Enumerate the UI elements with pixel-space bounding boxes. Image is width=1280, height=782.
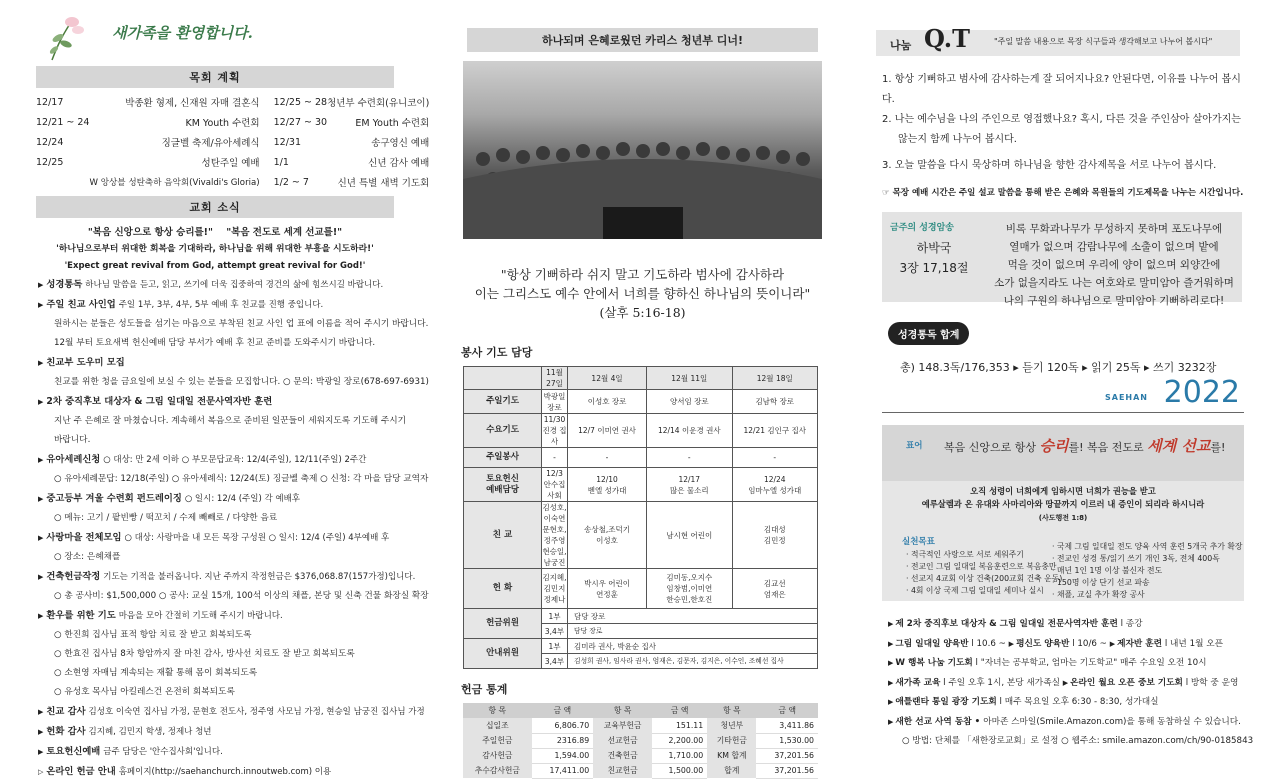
notice-title: 제 2차 중직후보 대상자 & 그림 일대일 전문사역자반 훈련 xyxy=(895,619,1118,629)
news-item-title: 중고등부 겨울 수련회 펀드레이징 xyxy=(46,493,182,504)
news-item-desc: 하나님 말씀을 듣고, 읽고, 쓰기에 더욱 집중하여 경건의 삶에 힘쓰시길 바랍니다. xyxy=(85,280,384,290)
qt-questions xyxy=(882,70,1248,176)
notice-item xyxy=(888,674,1248,694)
offering-amount: 1,710.00 xyxy=(652,748,707,763)
duty-cell: 김미동,오지수 임창범,이미연 한승민,한호진 xyxy=(647,569,732,609)
duty-cell: 김미라 권사, 박윤순 집사 xyxy=(568,639,818,654)
verse-reference: (살후 5:16-18) xyxy=(599,305,686,320)
bullet-triangle-icon: ▶ xyxy=(1062,678,1069,687)
offering-amount: 151.11 xyxy=(652,718,707,733)
offering-header-item: 항 목 xyxy=(707,703,756,718)
bullet-triangle-icon: ▶ xyxy=(888,717,894,726)
slogan-line: "복음 신앙으로 항상 승리를!" "복음 전도로 세계 선교를!" xyxy=(87,227,343,238)
duty-row-label: 헌 화 xyxy=(464,569,542,609)
duty-cell: 12/24 임마누엘 성가대 xyxy=(732,468,818,502)
news-item-title: 친교 감사 xyxy=(46,706,86,717)
duty-row-label: 주일봉사 xyxy=(464,448,542,468)
offering-item: KM 합계 xyxy=(707,748,756,763)
news-item-title: 2차 중직후보 대상자 & 그림 일대일 전문사역자반 훈련 xyxy=(46,396,273,407)
dinner-title: 하나되며 은혜로웠던 카리스 청년부 디너! xyxy=(467,28,818,52)
offering-amount: 1,530.00 xyxy=(756,733,818,748)
duty-row-label: 수요기도 xyxy=(464,414,542,448)
news-detail: ○ 유성호 목사님 아킬레스건 온전히 회복되도록 xyxy=(54,687,235,697)
mission-verse-line: 예루살렘과 온 유대와 사마리아와 땅끝까지 이르러 내 증인이 되리라 하시니라 xyxy=(921,499,1205,509)
memory-book: 하박국 xyxy=(916,241,952,255)
duty-cell: 김교선 엄재은 xyxy=(732,569,818,609)
memory-line: 비록 무화과나무가 무성하지 못하며 포도나무에 xyxy=(1005,223,1223,235)
news-detail: ○ 총 공사비: $1,500,000 ○ 공사: 교실 15개, 100석 이상의 채플, 본당 및 신축 건물 화장실 확장 xyxy=(54,591,429,601)
offering-item: 합계 xyxy=(707,763,756,778)
offering-item: 추수감사헌금 xyxy=(463,763,532,778)
motto-label: 표어 xyxy=(906,441,923,451)
offering-amount: 17,411.00 xyxy=(532,763,594,778)
news-item-desc: 금주 담당은 '안수집사회'입니다. xyxy=(103,747,223,757)
duty-subrow: 1부 xyxy=(542,609,568,624)
news-list xyxy=(38,275,429,782)
bullet-triangle-icon: ▶ xyxy=(38,281,44,289)
bullet-triangle-icon: ▶ xyxy=(1109,639,1116,648)
welcome-text: 새가족을 환영합니다. xyxy=(112,24,253,42)
memory-verse-box xyxy=(882,212,1242,307)
notice-desc: 아마존 스마일(Smile.Amazon.com)을 통해 동참하실 수 있습니다. xyxy=(983,716,1241,727)
offering-header-amount: 금 액 xyxy=(532,703,594,718)
group-photo xyxy=(463,61,822,239)
schedule-title: 목회 계획 xyxy=(36,66,394,88)
goal-item: · 매년 1인 1명 이상 불신자 전도 xyxy=(1052,566,1163,575)
duty-row-label: 헌금위원 xyxy=(464,609,542,639)
news-title: 교회 소식 xyxy=(36,196,394,218)
qt-question: 2. 나는 예수님을 나의 주인으로 영접했나요? 혹시, 다른 것을 주인삼아 살아가지는 xyxy=(882,114,1241,125)
offering-amount: 6,806.70 xyxy=(532,718,594,733)
duty-date: 11월 27일 xyxy=(542,367,568,390)
qt-note: ☞ 목장 예배 시간은 주일 설교 말씀을 통해 받은 은혜와 목원들의 기도제목을 나누는 시간입니다. xyxy=(882,188,1244,198)
duty-cell: 박광일 장로 xyxy=(542,390,568,414)
goal-item: · 채플, 교실 추가 확장 공사 xyxy=(1052,590,1145,599)
news-item xyxy=(38,742,392,762)
duty-cell: 12/14 이운경 권사 xyxy=(647,414,732,448)
duty-cell: 이성호 장로 xyxy=(568,390,647,414)
bullet-triangle-icon: ▶ xyxy=(38,456,44,464)
goals-label: 실천목표 xyxy=(902,537,935,547)
memory-line: 나의 구원의 하나님으로 말미암아 기뻐하리로다! xyxy=(1003,295,1225,307)
memory-line: 먹을 것이 없으며 우리에 양이 없으며 외양간에 xyxy=(1007,259,1221,271)
duty-row-label: 주일기도 xyxy=(464,390,542,414)
goal-item: · 150명 이상 단기 선교 파송 xyxy=(1052,578,1150,587)
table-row xyxy=(36,112,429,132)
bullet-triangle-icon: ▶ xyxy=(38,708,44,716)
news-detail: ○ 한효진 집사님 8차 항암까지 잘 마친 감사, 방사선 치료도 잘 받고 회복되도록 xyxy=(54,649,355,659)
news-item-title: 건축헌금작정 xyxy=(46,571,101,582)
table-row xyxy=(463,733,818,748)
offering-amount: 1,500.00 xyxy=(652,763,707,778)
table-row xyxy=(36,132,429,152)
motto-text xyxy=(944,435,1225,456)
memory-line: 열매가 없으며 감람나무에 소출이 없으며 밭에 xyxy=(1009,241,1219,253)
schedule-date: 12/24 xyxy=(36,136,64,148)
news-item-title: 친교부 도우미 모집 xyxy=(46,357,125,368)
notice-title: 새가족 교육 xyxy=(895,677,941,688)
table-row xyxy=(464,390,818,414)
goal-item: · 적극적인 사랑으로 서로 세워주기 xyxy=(906,550,1024,559)
offering-amount: 37,201.56 xyxy=(756,748,818,763)
notice-desc: l 내년 1월 오픈 xyxy=(1162,638,1224,649)
goal-item: · 선교지 4교회 이상 건축(200교회 건축 운동) xyxy=(906,574,1063,583)
duty-subrow: 1부 xyxy=(542,639,568,654)
news-item xyxy=(38,762,392,782)
motto-emphasis: 세계 선교 xyxy=(1147,437,1211,455)
news-detail: ○ 메뉴: 고기 / 팥빈빵 / 떡꼬치 / 수제 빼빼로 / 다양한 음료 xyxy=(54,513,278,523)
news-detail: 바랍니다. xyxy=(54,435,91,445)
notice-desc: l 종강 xyxy=(1117,619,1143,629)
news-item xyxy=(38,567,416,587)
qt-question: 3. 오늘 말씀을 다시 묵상하며 하나님을 향한 감사제목을 서로 나누어 봅시다. xyxy=(882,160,1217,171)
notice-title: 새한 선교 사역 동참 • xyxy=(895,716,984,727)
table-row xyxy=(464,367,818,390)
table-row xyxy=(464,569,818,609)
offering-item: 감사헌금 xyxy=(463,748,532,763)
news-item-desc: ○ 대상: 만 2세 이하 ○ 부모문답교육: 12/4(주일), 12/11(주일) 2주간 xyxy=(103,455,367,465)
duty-cell: - xyxy=(732,448,818,468)
schedule-date: 12/25 xyxy=(36,156,64,168)
news-item-title: 성경통독 xyxy=(46,279,83,290)
duty-cell: 김남학 장로 xyxy=(732,390,818,414)
news-item-desc: 홈페이지(http://saehanchurch.innoutweb.com) 이용 xyxy=(118,767,332,777)
qt-question: 1. 항상 기뻐하고 범사에 감사하는게 잘 되어지나요? 안된다면, 이유를 나누어 봅시다. xyxy=(882,74,1241,105)
offering-header-item: 항 목 xyxy=(463,703,532,718)
qt-question: 않는지 함께 나누어 봅시다. xyxy=(898,134,1017,145)
schedule-event: 송구영신 예배 xyxy=(371,138,430,149)
bullet-triangle-icon: ▶ xyxy=(38,359,44,367)
notice-item xyxy=(888,635,1248,655)
news-item-title: 주일 친교 사인업 xyxy=(46,299,116,310)
schedule-event: 성탄주일 예배 xyxy=(201,158,260,169)
news-detail: 원하시는 분들은 성도들을 섬기는 마음으로 부착된 친교 사인 업 표에 이름을 적어 주시기 바랍니다. xyxy=(54,319,429,329)
duty-cell: 김성희 권사, 임사라 권사, 엄재은, 김문자, 김지은, 이수인, 조혜선 집사 xyxy=(568,654,818,669)
offering-item: 주일헌금 xyxy=(463,733,532,748)
schedule-table xyxy=(36,92,429,192)
schedule-event: KM Youth 수련회 xyxy=(185,118,260,129)
schedule-date: 12/31 xyxy=(273,136,301,148)
goal-item: · 전교인 그림 일대일 복음훈련으로 복음충만 xyxy=(906,562,1057,571)
offering-item: 선교헌금 xyxy=(593,733,652,748)
duty-subrow: 3,4부 xyxy=(542,624,568,639)
motto-part: 복음 신앙으로 항상 xyxy=(944,441,1040,454)
bullet-triangle-icon: ▶ xyxy=(38,495,44,503)
schedule-event: 신년 감사 예배 xyxy=(368,158,430,169)
duty-cell: 양서임 장로 xyxy=(647,390,732,414)
motto-part: 를! 복음 전도로 xyxy=(1068,441,1148,454)
news-item-desc: 마음을 모아 간절히 기도해 주시기 바랍니다. xyxy=(118,611,283,621)
notice-desc: l 매주 목요일 오후 6:30 - 8:30, 성가대실 xyxy=(996,697,1159,707)
duty-cell: - xyxy=(542,448,568,468)
duty-cell: 담당 장로 xyxy=(568,609,818,624)
offering-item: 교육부헌금 xyxy=(593,718,652,733)
qt-description: "주일 말씀 내용으로 목장 식구들과 생각해보고 나누어 봅시다" xyxy=(994,37,1213,46)
news-item xyxy=(38,353,392,373)
news-item-desc: 주일 1부, 3부, 4부, 5부 예배 후 친교를 진행 중입니다. xyxy=(118,300,324,310)
offering-item: 청년부 xyxy=(707,718,756,733)
notices-list xyxy=(888,615,1254,752)
news-item xyxy=(38,275,392,295)
duty-cell: 12/7 이미연 권사 xyxy=(568,414,647,448)
offering-title: 헌금 통계 xyxy=(461,683,508,696)
news-item-title: 온라인 헌금 안내 xyxy=(46,766,116,777)
table-row xyxy=(464,414,818,448)
news-detail: 12월 부터 토요새벽 헌신예배 담당 부서가 예배 후 친교 준비를 도와주시기 바랍니다. xyxy=(54,338,376,348)
offering-item: 십일조 xyxy=(463,718,532,733)
offering-item: 친교헌금 xyxy=(593,763,652,778)
news-slogan xyxy=(38,224,392,275)
notice-item xyxy=(888,693,1248,713)
news-item xyxy=(38,450,392,470)
news-item xyxy=(38,722,392,742)
goal-item: · 국제 그림 일대일 전도 양육 사역 훈련 5개국 추가 확장 xyxy=(1052,542,1243,551)
bullet-triangle-icon: ▶ xyxy=(38,398,44,406)
right-column xyxy=(868,0,1254,777)
notice-desc: l 주일 오후 1시, 본당 새가족실 xyxy=(940,677,1063,688)
offering-amount: 37,201.56 xyxy=(756,763,818,778)
news-item xyxy=(38,606,392,626)
duty-cell: 12/21 김인구 집사 xyxy=(732,414,818,448)
table-row xyxy=(463,703,818,718)
offering-amount: 3,411.86 xyxy=(756,718,818,733)
schedule-date xyxy=(36,172,89,192)
bullet-triangle-icon: ▶ xyxy=(38,301,44,309)
mission-box xyxy=(882,425,1244,601)
mission-verse-line: 오직 성령이 너희에게 임하시면 너희가 권능을 받고 xyxy=(970,486,1156,496)
schedule-event: EM Youth 수련회 xyxy=(355,118,430,129)
memory-line: 소가 없을지라도 나는 여호와로 말미암아 즐거워하며 xyxy=(994,277,1234,289)
duty-cell: 김성호,이숙연 문현호,정주영 현승일,남궁진 xyxy=(542,503,567,567)
memory-text xyxy=(988,220,1240,310)
notice-title: 온라인 월요 오픈 중보 기도회 xyxy=(1070,677,1183,688)
duty-cell: - xyxy=(647,448,732,468)
mission-verse xyxy=(882,485,1244,511)
duty-cell: 11/30 진경 집사 xyxy=(542,415,567,446)
table-row xyxy=(464,448,818,468)
bullet-triangle-icon: ▶ xyxy=(888,659,894,667)
offering-item: 기타헌금 xyxy=(707,733,756,748)
news-item xyxy=(38,528,392,548)
duty-date: 12월 18일 xyxy=(732,367,818,390)
news-detail: ○ 한진희 집사님 표적 항암 치료 잘 받고 회복되도록 xyxy=(54,630,252,640)
offering-amount: 2316.89 xyxy=(532,733,594,748)
bullet-triangle-icon: ▶ xyxy=(888,639,894,648)
duty-row-label: 친 교 xyxy=(464,502,542,569)
news-body xyxy=(30,218,429,782)
qt-header xyxy=(876,24,1240,56)
duty-subrow: 3,4부 xyxy=(542,654,568,669)
crowd-photo-icon xyxy=(463,119,822,239)
news-item-title: 사랑마을 전체모임 xyxy=(46,532,122,543)
schedule-date: 12/27 ~ 30 xyxy=(273,116,328,128)
schedule-date: 12/17 xyxy=(36,96,64,108)
news-detail: ○ 소현영 자매님 계속되는 재활 통해 몸이 회복되도록 xyxy=(54,668,258,678)
bullet-triangle-icon: ▶ xyxy=(1008,639,1015,648)
table-row xyxy=(463,763,818,778)
schedule-event: 징글벨 축제/유아세례식 xyxy=(161,138,260,149)
news-item xyxy=(38,489,392,509)
schedule-event: 청년부 수련회(유니코이) xyxy=(327,98,430,109)
duty-cell: 박시우 어린이 연정훈 xyxy=(568,569,647,609)
news-item-desc: 기도는 기적을 불러옵니다. 지난 주까지 작정헌금은 $376,068.87(157가정)입니다. xyxy=(103,572,416,582)
offering-header-item: 항 목 xyxy=(593,703,652,718)
mission-verse-reference: (사도행전 1:8) xyxy=(1038,514,1088,522)
goal-item: · 전교인 성경 통/읽기 쓰기 개인 3독, 전체 400독 xyxy=(1052,554,1220,563)
duty-date: 12월 4일 xyxy=(568,367,647,390)
news-item xyxy=(38,702,425,722)
news-item xyxy=(38,392,392,412)
notice-title: 애틀랜타 통일 광장 기도회 xyxy=(895,697,997,707)
notice-desc: l 방학 중 운영 xyxy=(1182,677,1239,688)
news-detail: 지난 주 은혜로 잘 마쳤습니다. 계속해서 복음으로 준비된 일꾼들이 세워지도록 기도해 주시기 xyxy=(54,416,407,426)
schedule-date: 12/21 ~ 24 xyxy=(36,116,90,128)
goal-item: · 4회 이상 국제 그림 일대일 세미나 실시 xyxy=(906,586,1044,595)
duty-cell: - xyxy=(568,448,647,468)
duty-cell: 12/10 벧엘 성가대 xyxy=(568,468,647,502)
news-item xyxy=(38,295,392,315)
news-detail: ○ 유아세례문답: 12/18(주일) ○ 유아세례식: 12/24(토) 징글벨 축제 ○ 신청: 각 마을 담당 교역자 xyxy=(54,474,429,484)
bullet-triangle-icon: ▶ xyxy=(38,728,44,736)
notice-desc: l 10/6 ~ xyxy=(1069,638,1110,649)
memory-chapter: 3장 17,18절 xyxy=(899,261,969,275)
schedule-event: W 앙상블 성탄축하 음악회(Vivaldi's Gloria) xyxy=(89,178,260,188)
notice-title: 그림 일대일 양육반 xyxy=(895,638,969,649)
news-item-desc: 김지혜, 김민지 학생, 정제나 청년 xyxy=(88,727,212,737)
middle-column xyxy=(455,0,830,777)
notice-title: 제자반 훈련 xyxy=(1117,638,1163,649)
table-row xyxy=(463,748,818,763)
duty-cell: 송상철,조덕기 이성호 xyxy=(568,502,647,569)
duty-title: 봉사 기도 담당 xyxy=(461,346,533,359)
offering-item: 건축헌금 xyxy=(593,748,652,763)
slogan-line: 'Expect great revival from God, attempt great revival for God!' xyxy=(64,261,366,271)
flower-icon xyxy=(44,14,88,62)
table-row xyxy=(36,152,429,172)
bullet-triangle-icon: ▶ xyxy=(888,698,894,706)
notice-desc: l 10.6 ~ xyxy=(968,638,1009,649)
offering-header-amount: 금 액 xyxy=(652,703,707,718)
bullet-triangle-icon: ▶ xyxy=(38,573,44,581)
notice-detail: ○ 방법: 단체를 「새한장로교회」로 설정 ○ 웹주소: smile.amazon.com/ch/90-0185843 xyxy=(902,736,1254,746)
reading-badge: 성경통독 합계 xyxy=(888,322,969,345)
left-column xyxy=(30,0,430,777)
bullet-triangle-icon: ▶ xyxy=(38,612,44,620)
bullet-triangle-icon: ▶ xyxy=(888,678,894,687)
schedule-event: 신년 특별 새벽 기도회 xyxy=(337,178,430,189)
offering-table xyxy=(463,703,818,779)
table-row xyxy=(463,718,818,733)
table-row xyxy=(36,172,429,192)
qt-title: Q.T xyxy=(924,24,970,53)
memory-label: 금주의 성경암송 xyxy=(890,223,954,233)
duty-corner xyxy=(464,367,542,390)
goals-left xyxy=(906,549,1062,597)
bullet-triangle-icon: ▶ xyxy=(888,620,894,628)
verse-line: 이는 그리스도 예수 안에서 너희를 향하신 하나님의 뜻이니라" xyxy=(474,286,811,301)
table-row xyxy=(464,468,818,502)
motto-part: 를! xyxy=(1210,441,1226,454)
notice-item xyxy=(888,654,1248,674)
duty-cell: 12/17 많은 물소리 xyxy=(647,468,732,502)
qt-label: 나눔 xyxy=(890,39,912,52)
news-item-desc: ○ 일시: 12/4 (주일) 각 예배후 xyxy=(184,494,301,504)
schedule-date: 12/25 ~ 28 xyxy=(273,96,328,108)
offering-amount: 2,200.00 xyxy=(652,733,707,748)
memory-reference xyxy=(890,238,978,278)
duty-date: 12월 11일 xyxy=(647,367,732,390)
verse-line: "항상 기뻐하라 쉬지 말고 기도하라 범사에 감사하라 xyxy=(500,267,785,282)
news-item-title: 헌화 감사 xyxy=(46,726,86,737)
notice-item xyxy=(888,615,1248,635)
offering-header-amount: 금 액 xyxy=(756,703,818,718)
notice-title: W 행복 나눔 기도회 xyxy=(895,658,973,668)
table-row xyxy=(464,639,818,654)
news-item-desc: ○ 대상: 사랑마을 내 모든 목장 구성원 ○ 일시: 12/4 (주일) 4부예배 후 xyxy=(124,533,390,543)
schedule-date: 1/1 xyxy=(273,156,289,168)
offering-amount: 1,594.00 xyxy=(532,748,594,763)
duty-cell: 김지혜,김민지 정제나 xyxy=(542,569,568,609)
news-detail: 친교를 위한 청을 금요일에 보실 수 있는 분들을 모집합니다. ○ 문의: 박광일 장로(678-697-6931) xyxy=(54,377,429,387)
motto-emphasis: 승리 xyxy=(1039,437,1069,455)
schedule-event: 박종환 형제, 신재원 자매 결혼식 xyxy=(125,98,260,109)
duty-cell: 담당 장로 xyxy=(568,624,818,639)
notice-item xyxy=(888,713,1248,733)
year-number: 2022 xyxy=(1163,375,1240,410)
duty-row-label: 토요헌신 예배담당 xyxy=(464,468,542,502)
table-row xyxy=(464,609,818,624)
duty-table xyxy=(463,366,818,669)
schedule-date: 1/2 ~ 7 xyxy=(273,176,309,188)
reading-totals: 총) 148.3독/176,353 ▸ 듣기 120독 ▸ 읽기 25독 ▸ 쓰기 3232장 xyxy=(900,361,1217,374)
duty-cell: 12/3 안수집사회 xyxy=(542,468,568,502)
brand-name: SAEHAN xyxy=(1105,393,1148,402)
scripture-verse xyxy=(455,265,830,322)
goals-right xyxy=(1052,541,1242,601)
news-item-title: 토요헌신예배 xyxy=(46,746,101,757)
table-row xyxy=(464,502,818,569)
year-banner xyxy=(882,375,1244,413)
notice-desc: l "자녀는 공부학교, 엄마는 기도학교" 매주 수요일 오전 10시 xyxy=(972,658,1207,668)
table-row xyxy=(36,92,429,112)
news-item-title: 환우를 위한 기도 xyxy=(46,610,116,621)
bullet-triangle-icon: ▶ xyxy=(38,534,44,542)
slogan-line: '하나님으로부터 위대한 회복을 기대하라, 하나님을 위해 위대한 부흥을 시도하라!' xyxy=(56,244,374,254)
news-item-title: 유아세례신청 xyxy=(46,454,101,465)
bullet-triangle-icon: ▶ xyxy=(38,748,44,756)
notice-title: 평신도 양육반 xyxy=(1016,638,1070,649)
news-detail: ○ 장소: 은혜채플 xyxy=(54,552,121,562)
duty-row-label: 안내위원 xyxy=(464,639,542,669)
news-item-desc: 김성호 이숙연 집사님 가정, 문현호 전도사, 정주영 사모님 가정, 현승일 남궁진 집사님 가정 xyxy=(88,707,425,717)
welcome-banner xyxy=(30,0,400,66)
duty-cell: 김대성 김민정 xyxy=(732,502,818,569)
duty-cell: 남시현 어린이 xyxy=(647,502,732,569)
bullet-triangle-icon: ▷ xyxy=(38,768,44,776)
